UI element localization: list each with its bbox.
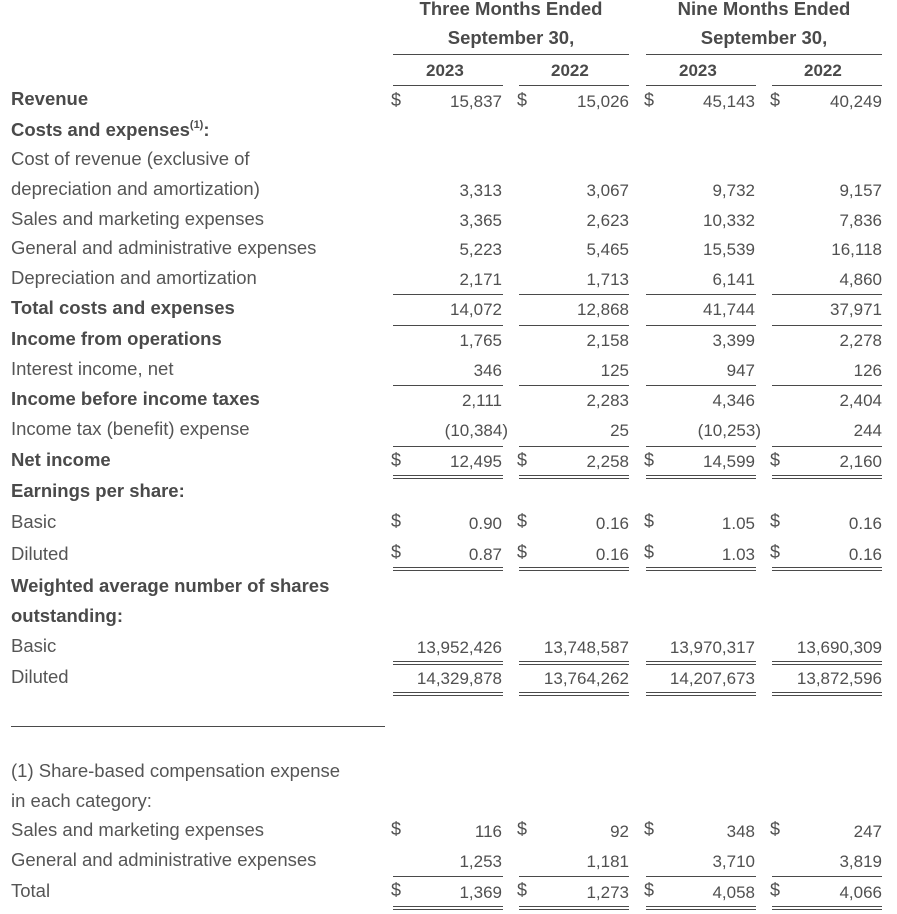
total-double-rule: [772, 478, 882, 479]
total-double-rule: [772, 906, 882, 907]
currency-symbol: $: [770, 90, 781, 110]
subtotal-rule: [772, 876, 882, 877]
total-double-rule: [519, 906, 629, 907]
currency-symbol: $: [770, 511, 781, 531]
total-double-rule: [393, 661, 503, 662]
subtotal-rule: [772, 385, 882, 386]
year-col2: 2022: [551, 61, 589, 80]
currency-symbol: $: [517, 450, 528, 470]
three-months-header-line1: Three Months Ended: [419, 0, 603, 19]
year-col1: 2023: [426, 61, 464, 80]
wa-basic-label: Basic: [11, 635, 57, 656]
eps-diluted-value: 0.16: [595, 545, 629, 564]
currency-symbol: $: [517, 511, 528, 531]
total-double-rule: [393, 909, 503, 910]
header-rule-three-months: [393, 54, 629, 55]
income-operations-value: 3,399: [712, 331, 755, 350]
footnote-title-line1: (1) Share-based compensation expense: [11, 760, 341, 781]
nine-months-header-line2: September 30,: [700, 27, 828, 48]
eps-diluted-value: 0.16: [848, 545, 882, 564]
sales-marketing-value: 3,365: [459, 211, 502, 230]
total-double-rule: [519, 664, 629, 665]
total-double-rule: [519, 567, 629, 568]
total-double-rule: [772, 661, 882, 662]
currency-symbol: $: [770, 819, 781, 839]
eps-basic-value: 1.05: [721, 514, 755, 533]
weighted-average-heading-line1: Weighted average number of shares: [11, 575, 330, 596]
total-double-rule: [772, 664, 882, 665]
costs-expenses-heading: Costs and expenses$^{(1)}$:: [11, 118, 210, 140]
general-admin-value: 15,539: [703, 240, 755, 259]
total-double-rule: [646, 695, 756, 696]
net-income-value: 12,495: [450, 452, 502, 471]
eps-basic-label: Basic: [11, 511, 57, 532]
revenue-value: 45,143: [703, 92, 755, 111]
subtotal-rule: [519, 876, 629, 877]
income-tax-label: Income tax (benefit) expense: [11, 418, 250, 439]
wa-basic-value: 13,748,587: [543, 638, 629, 657]
total-double-rule: [519, 661, 629, 662]
year-col3: 2023: [679, 61, 717, 80]
total-double-rule: [519, 909, 629, 910]
currency-symbol: $: [644, 819, 655, 839]
general-admin-label: General and administrative expenses: [11, 237, 317, 258]
total-double-rule: [393, 692, 503, 693]
wa-basic-value: 13,970,317: [669, 638, 755, 657]
three-months-header-line2: September 30,: [447, 27, 575, 48]
net-income-label: Net income: [11, 449, 111, 470]
subtotal-rule: [646, 325, 756, 326]
fn-general-admin-label: General and administrative expenses: [11, 849, 317, 870]
income-before-tax-value: 2,111: [461, 391, 502, 410]
income-before-tax-value: 2,404: [839, 391, 882, 410]
fn-general-admin-value: 1,253: [459, 852, 502, 871]
subtotal-rule: [393, 294, 503, 295]
cost-of-revenue-label-line1: Cost of revenue (exclusive of: [11, 148, 250, 169]
fn-general-admin-value: 1,181: [586, 852, 629, 871]
fn-general-admin-value: 3,819: [839, 852, 882, 871]
currency-symbol: $: [517, 542, 528, 562]
sales-marketing-value: 2,623: [586, 211, 629, 230]
subtotal-rule: [519, 385, 629, 386]
interest-income-label: Interest income, net: [11, 358, 174, 379]
eps-diluted-value: 0.87: [468, 545, 502, 564]
interest-income-value: 125: [600, 361, 629, 380]
currency-symbol: $: [391, 450, 402, 470]
currency-symbol: $: [644, 880, 655, 900]
net-income-value: 2,160: [839, 452, 882, 471]
currency-symbol: $: [517, 880, 528, 900]
sales-marketing-value: 7,836: [839, 211, 882, 230]
subtotal-rule: [393, 446, 503, 447]
depreciation-label: Depreciation and amortization: [11, 267, 257, 288]
currency-symbol: $: [770, 880, 781, 900]
currency-symbol: $: [391, 819, 402, 839]
income-operations-label: Income from operations: [11, 328, 222, 349]
currency-symbol: $: [391, 90, 402, 110]
currency-symbol: $: [644, 542, 655, 562]
currency-symbol: $: [391, 511, 402, 531]
total-double-rule: [393, 906, 503, 907]
total-double-rule: [646, 906, 756, 907]
subtotal-rule: [646, 385, 756, 386]
currency-symbol: $: [644, 450, 655, 470]
total-double-rule: [519, 692, 629, 693]
currency-symbol: $: [517, 819, 528, 839]
general-admin-value: 16,118: [831, 240, 882, 259]
subtotal-rule: [393, 876, 503, 877]
cost-of-revenue-value: 9,157: [839, 181, 882, 200]
total-double-rule: [646, 475, 756, 476]
footnote-title-line2: in each category:: [11, 790, 152, 811]
total-double-rule: [393, 567, 503, 568]
income-operations-value: 2,158: [586, 331, 629, 350]
income-before-tax-value: 2,283: [586, 391, 629, 410]
total-double-rule: [393, 478, 503, 479]
currency-symbol: $: [770, 450, 781, 470]
revenue-value: 15,026: [577, 92, 629, 111]
cost-of-revenue-label-line2: depreciation and amortization): [11, 178, 260, 199]
currency-symbol: $: [644, 511, 655, 531]
subtotal-rule: [772, 294, 882, 295]
eps-basic-value: 0.90: [468, 514, 502, 533]
income-operations-value: 1,765: [459, 331, 502, 350]
total-costs-value: 14,072: [450, 300, 502, 319]
fn-sales-marketing-label: Sales and marketing expenses: [11, 819, 264, 840]
income-tax-value: 25: [610, 421, 629, 440]
currency-symbol: $: [391, 880, 402, 900]
eps-diluted-value: 1.03: [721, 545, 755, 564]
subtotal-rule: [646, 294, 756, 295]
total-costs-value: 41,744: [703, 300, 755, 319]
subtotal-rule: [519, 294, 629, 295]
fn-sales-marketing-value: 92: [610, 822, 629, 841]
year-col4: 2022: [804, 61, 842, 80]
income-before-tax-label: Income before income taxes: [11, 388, 260, 409]
fn-sales-marketing-value: 116: [474, 822, 502, 841]
fn-sales-marketing-value: 348: [726, 822, 755, 841]
total-double-rule: [772, 695, 882, 696]
income-tax-value: (10,253): [697, 421, 761, 440]
net-income-value: 14,599: [703, 452, 755, 471]
currency-symbol: $: [644, 90, 655, 110]
total-double-rule: [646, 570, 756, 571]
interest-income-value: 126: [853, 361, 882, 380]
wa-diluted-label: Diluted: [11, 666, 69, 687]
total-double-rule: [519, 570, 629, 571]
sales-marketing-label: Sales and marketing expenses: [11, 208, 264, 229]
weighted-average-heading-line2: outstanding:: [11, 605, 124, 626]
income-tax-value: 244: [853, 421, 882, 440]
general-admin-value: 5,465: [586, 240, 629, 259]
subtotal-rule: [393, 385, 503, 386]
total-double-rule: [646, 664, 756, 665]
year-rule-col4: [772, 85, 882, 86]
total-double-rule: [772, 570, 882, 571]
total-costs-value: 37,971: [830, 300, 882, 319]
total-double-rule: [646, 567, 756, 568]
wa-diluted-value: 14,207,673: [669, 669, 755, 688]
total-costs-value: 12,868: [577, 300, 629, 319]
subtotal-rule: [393, 325, 503, 326]
revenue-value: 15,837: [450, 92, 502, 111]
depreciation-value: 6,141: [712, 270, 755, 289]
total-double-rule: [772, 692, 882, 693]
currency-symbol: $: [517, 90, 528, 110]
total-double-rule: [393, 475, 503, 476]
interest-income-value: 947: [726, 361, 755, 380]
subtotal-rule: [772, 325, 882, 326]
eps-diluted-label: Diluted: [11, 543, 69, 564]
fn-total-value: 4,058: [712, 883, 755, 902]
depreciation-value: 1,713: [586, 270, 629, 289]
total-double-rule: [646, 909, 756, 910]
wa-diluted-value: 13,872,596: [796, 669, 882, 688]
fn-total-value: 4,066: [839, 883, 882, 902]
depreciation-value: 4,860: [839, 270, 882, 289]
fn-sales-marketing-value: 247: [853, 822, 882, 841]
total-double-rule: [393, 695, 503, 696]
cost-of-revenue-value: 3,313: [459, 181, 502, 200]
general-admin-value: 5,223: [459, 240, 502, 259]
fn-total-value: 1,369: [459, 883, 502, 902]
subtotal-rule: [646, 446, 756, 447]
total-double-rule: [646, 478, 756, 479]
subtotal-rule: [646, 876, 756, 877]
footnote-separator: [11, 726, 385, 727]
interest-income-value: 346: [473, 361, 502, 380]
fn-total-label: Total: [11, 880, 51, 901]
header-rule-nine-months: [646, 54, 882, 55]
depreciation-value: 2,171: [459, 270, 502, 289]
eps-basic-value: 0.16: [848, 514, 882, 533]
total-double-rule: [393, 570, 503, 571]
wa-basic-value: 13,690,309: [796, 638, 882, 657]
total-double-rule: [772, 567, 882, 568]
income-tax-value: (10,384): [444, 421, 508, 440]
year-rule-col2: [519, 85, 629, 86]
subtotal-rule: [519, 446, 629, 447]
net-income-value: 2,258: [586, 452, 629, 471]
revenue-label: Revenue: [11, 88, 89, 109]
income-before-tax-value: 4,346: [712, 391, 755, 410]
total-double-rule: [519, 475, 629, 476]
total-double-rule: [646, 692, 756, 693]
income-operations-value: 2,278: [839, 331, 882, 350]
total-double-rule: [519, 478, 629, 479]
wa-basic-value: 13,952,426: [416, 638, 502, 657]
total-double-rule: [772, 475, 882, 476]
subtotal-rule: [519, 325, 629, 326]
cost-of-revenue-value: 9,732: [712, 181, 755, 200]
eps-basic-value: 0.16: [595, 514, 629, 533]
currency-symbol: $: [770, 542, 781, 562]
nine-months-header-line1: Nine Months Ended: [677, 0, 851, 19]
currency-symbol: $: [391, 542, 402, 562]
total-costs-label: Total costs and expenses: [11, 297, 235, 318]
total-double-rule: [519, 695, 629, 696]
eps-heading: Earnings per share:: [11, 480, 185, 501]
total-double-rule: [393, 664, 503, 665]
wa-diluted-value: 14,329,878: [416, 669, 502, 688]
sales-marketing-value: 10,332: [703, 211, 755, 230]
cost-of-revenue-value: 3,067: [586, 181, 629, 200]
total-double-rule: [772, 909, 882, 910]
wa-diluted-value: 13,764,262: [543, 669, 629, 688]
total-double-rule: [646, 661, 756, 662]
year-rule-col1: [393, 85, 503, 86]
revenue-value: 40,249: [830, 92, 882, 111]
subtotal-rule: [772, 446, 882, 447]
fn-general-admin-value: 3,710: [712, 852, 755, 871]
fn-total-value: 1,273: [586, 883, 629, 902]
year-rule-col3: [646, 85, 756, 86]
